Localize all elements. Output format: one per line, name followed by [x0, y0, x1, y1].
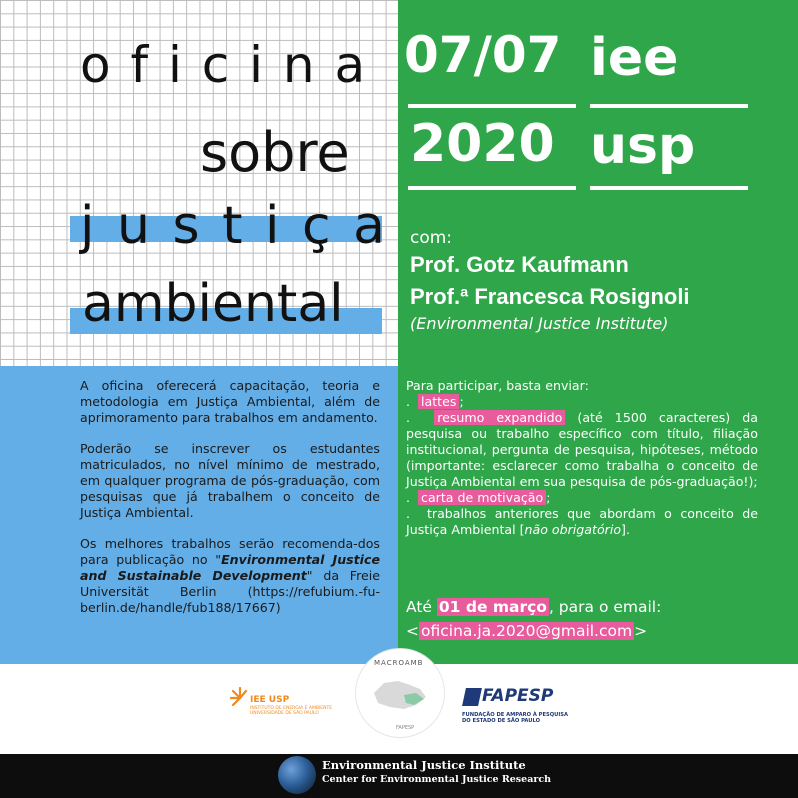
usp-underline	[590, 186, 748, 190]
deadline-line: Até 01 de março , para o email:	[406, 598, 662, 616]
day-underline	[408, 104, 576, 108]
title-sobre: sobre	[200, 121, 350, 184]
fapesp-logo	[462, 686, 572, 726]
description-p2: Poderão se inscrever os estudantes matriculados, no nível mínimo de mestrado, em qualquer programa de pós-graduação, com pesquisas que já trabalhem o conceito de Justiça Ambiental.	[80, 441, 380, 520]
requirements-column	[406, 378, 758, 538]
email-line: < oficina.ja.2020@gmail.com >	[406, 622, 648, 640]
event-day: 07/07	[404, 26, 562, 84]
tag-carta: carta de motivação	[418, 490, 546, 505]
email-link[interactable]: oficina.ja.2020@gmail.com	[421, 622, 633, 640]
macroamb-subtitle: FAPESP	[396, 725, 415, 731]
title-justica: j u s t i ç a	[80, 196, 388, 256]
iee-underline	[590, 104, 748, 108]
year-underline	[408, 186, 576, 190]
org-usp: usp	[590, 116, 696, 176]
event-year: 2020	[410, 114, 555, 174]
fapesp-name: FAPESP	[482, 686, 554, 706]
req-item-lattes: . lattes ;	[406, 394, 464, 409]
globe-icon	[278, 756, 316, 794]
description-p3	[80, 536, 380, 616]
req-item-carta: . carta de motivação ;	[406, 490, 551, 505]
journal-title: Environmental Justice and Sustainable Development	[80, 552, 380, 583]
sun-icon	[230, 686, 250, 710]
speakers-intro: com:	[410, 228, 453, 248]
fapesp-mark-icon	[462, 688, 482, 706]
description-column	[80, 378, 380, 631]
tag-lattes: lattes	[418, 394, 459, 409]
tag-resumo: resumo expandido	[434, 410, 565, 425]
org-iee: iee	[590, 28, 679, 88]
title-ambiental: ambiental	[82, 274, 344, 334]
speaker-1: Prof. Gotz Kaufmann	[410, 252, 629, 277]
iee-subtitle: INSTITUTO DE ENERGIA E AMBIENTE UNIVERSIDADE DE SÃO PAULO	[250, 706, 333, 716]
speaker-2: Prof.ª Francesca Rosignoli	[410, 284, 690, 309]
deadline-date: 01 de março	[438, 598, 547, 616]
description-p3-a: Os melhores trabalhos serão recomenda-dos para publicação no "	[80, 536, 380, 567]
sao-paulo-map-icon	[370, 675, 430, 715]
speakers-institute: (Environmental Justice Institute)	[410, 314, 669, 333]
req-item-trabalhos: . trabalhos anteriores que abordam o conceito de Justiça Ambiental [não obrigatório].	[406, 506, 758, 537]
iee-name: IEE USP	[250, 695, 290, 705]
fapesp-subtitle: FUNDAÇÃO DE AMPARO À PESQUISA DO ESTADO DE SÃO PAULO	[462, 712, 569, 724]
footer-title: Environmental Justice Institute	[322, 758, 526, 772]
footer-subtitle: Center for Environmental Justice Research	[322, 774, 552, 785]
req-item-resumo: . resumo expandido (até 1500 caracteres) da pesquisa ou trabalho específico com título, filiação institucional, pergunta de pesquisa, hipóteses, método (importante: esclarecer como trabalha o conceito de Justiça Ambiental em sua pesquisa de pós-graduação!);	[406, 410, 758, 489]
description-p1: A oficina oferecerá capacitação, teoria e metodologia em Justiça Ambiental, além de aprimoramento para trabalhos em andamento.	[80, 378, 380, 425]
title-oficina: o f i c i n a	[80, 36, 368, 94]
requirements-intro: Para participar, basta enviar:	[406, 378, 589, 393]
macroamb-logo	[355, 648, 445, 738]
iee-usp-logo	[230, 684, 340, 724]
description-p3-b: " da Freie Universität Berlin (https://refubium.-fu-berlin.de/handle/fub188/17667)	[80, 568, 380, 615]
macroamb-label: MACROAMB	[374, 659, 424, 667]
